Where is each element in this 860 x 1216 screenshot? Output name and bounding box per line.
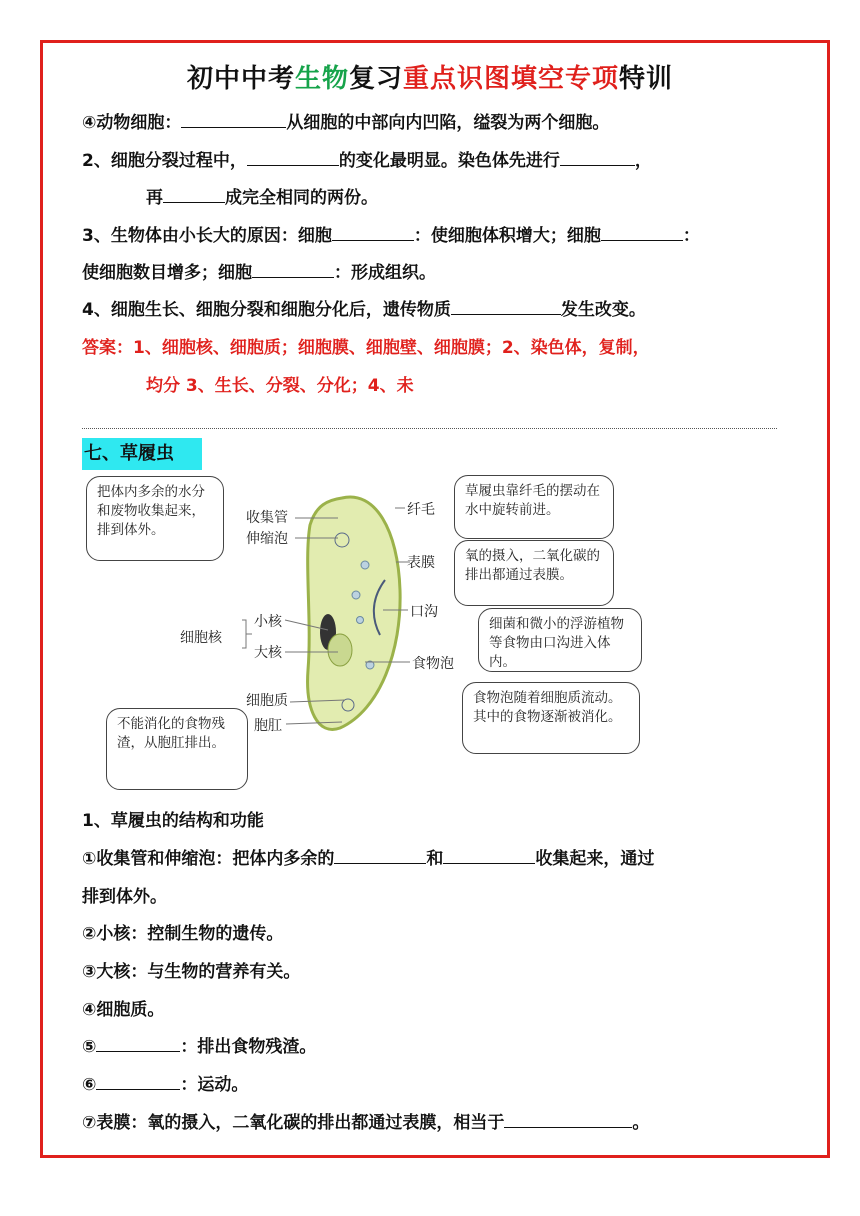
section-heading: 七、草履虫 (82, 438, 202, 470)
label-cytoplasm: 细胞质 (246, 693, 288, 709)
question-line: ③大核：与生物的营养有关。 (82, 962, 301, 982)
question-line: ⑤ ：排出食物残渣。 (82, 1032, 316, 1057)
question-line: ④细胞质。 (82, 1000, 165, 1020)
label-macronucleus: 大核 (254, 645, 282, 661)
question-line: ⑥ ：运动。 (82, 1070, 248, 1095)
callout-food-vacuole: 食物泡随着细胞质流动。其中的食物逐渐被消化。 (462, 682, 640, 754)
label-contractile-vacuole: 伸缩泡 (246, 531, 288, 547)
callout-anal-pore: 不能消化的食物残渣，从胞肛排出。 (106, 708, 248, 790)
question-line: 2、细胞分裂过程中， 的变化最明显。染色体先进行 ， (82, 146, 652, 171)
paramecium-diagram (80, 470, 660, 795)
question-line: 3、生物体由小长大的原因：细胞 ：使细胞体积增大；细胞 ： (82, 221, 700, 246)
label-cilia: 纤毛 (407, 502, 435, 518)
question-line: 排到体外。 (82, 887, 167, 907)
label-oral-groove: 口沟 (410, 604, 438, 620)
label-food-vacuole: 食物泡 (412, 656, 454, 672)
question-line: ①收集管和伸缩泡：把体内多余的 和 收集起来，通过 (82, 844, 654, 869)
question-line: 4、细胞生长、细胞分裂和细胞分化后，遗传物质 发生改变。 (82, 295, 646, 320)
question-line: 使细胞数目增多；细胞 ：形成组织。 (82, 258, 436, 283)
subheading: 1、草履虫的结构和功能 (82, 811, 264, 831)
question-line: ⑦表膜：氧的摄入，二氧化碳的排出都通过表膜，相当于 。 (82, 1108, 649, 1133)
question-line: ②小核：控制生物的遗传。 (82, 924, 284, 944)
answer-line: 答案：1、细胞核、细胞质；细胞膜、细胞壁、细胞膜；2、染色体，复制， (82, 338, 650, 358)
label-collecting-canal: 收集管 (246, 510, 288, 526)
callout-contractile-vacuole: 把体内多余的水分和废物收集起来，排到体外。 (86, 476, 224, 561)
callout-pellicle: 氧的摄入，二氧化碳的排出都通过表膜。 (454, 540, 614, 606)
answer-line: 均分 3、生长、分裂、分化；4、未 (146, 376, 414, 396)
question-line: ④动物细胞： 从细胞的中部向内凹陷，缢裂为两个细胞。 (82, 108, 609, 133)
page-title: 初中中考生物复习重点识图填空专项特训 (186, 64, 674, 94)
label-nucleus: 细胞核 (180, 630, 222, 646)
label-pellicle: 表膜 (407, 555, 435, 571)
callout-oral-groove: 细菌和微小的浮游植物等食物由口沟进入体内。 (478, 608, 642, 672)
callout-cilia: 草履虫靠纤毛的摆动在水中旋转前进。 (454, 475, 614, 539)
label-micronucleus: 小核 (254, 614, 282, 630)
question-line: 再 成完全相同的两份。 (146, 183, 378, 208)
label-anal-pore: 胞肛 (254, 718, 282, 734)
divider (82, 428, 777, 429)
